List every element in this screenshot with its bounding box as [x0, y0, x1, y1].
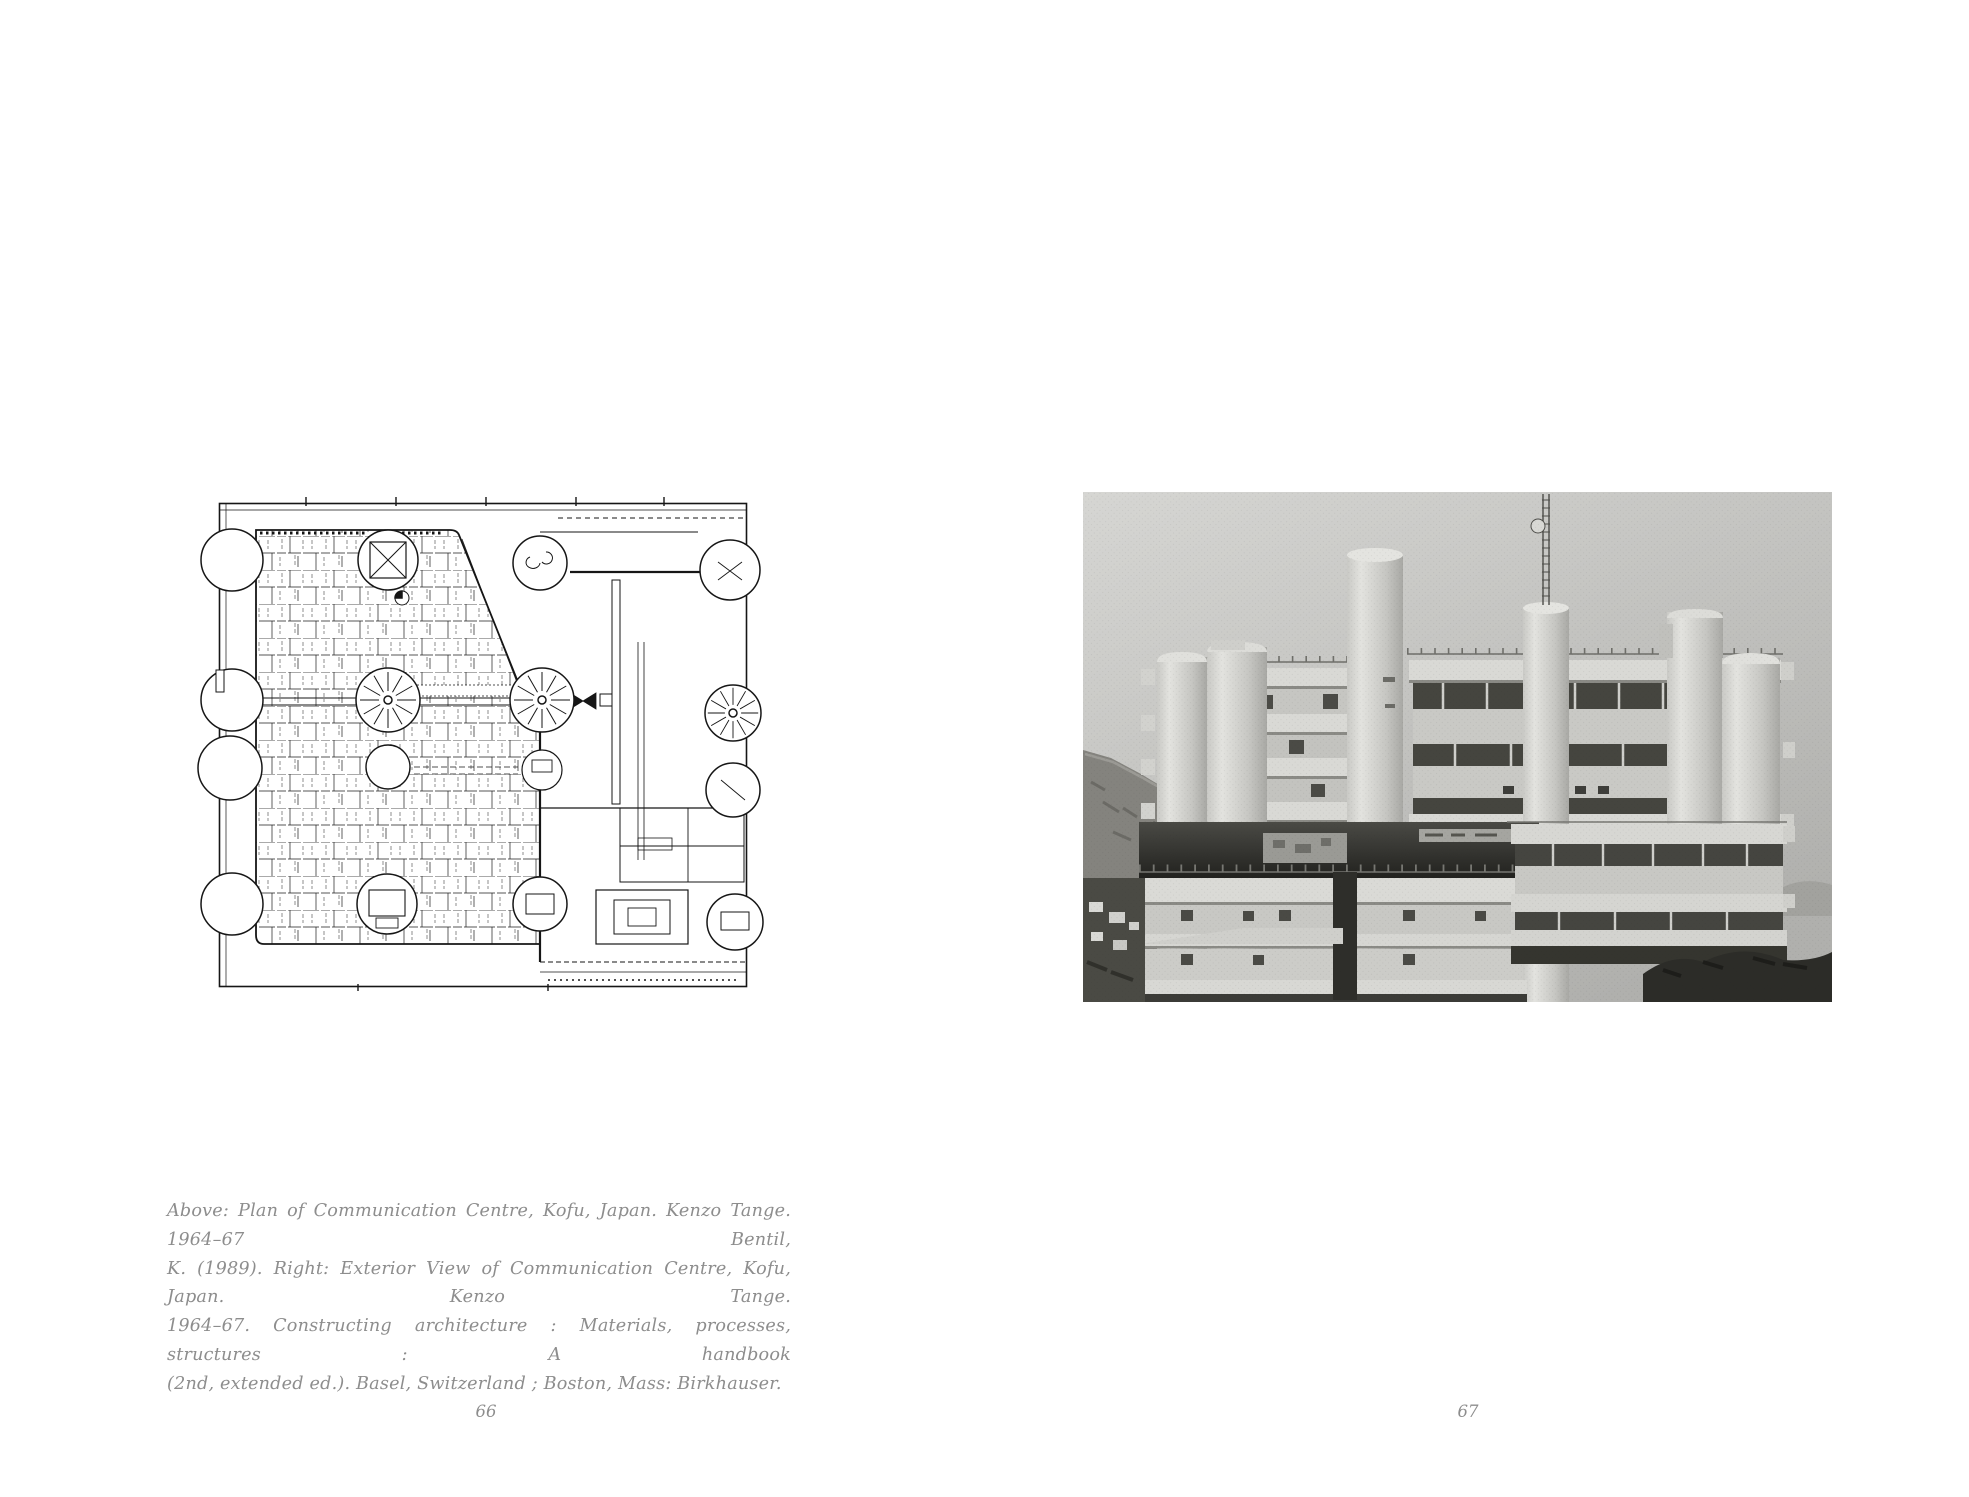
page-number-left: 66: [475, 1402, 497, 1421]
page-number-right: 67: [1457, 1402, 1479, 1421]
caption-line: 1964–67. Constructing architecture : Materials, processes, structures : A handbook: [167, 1316, 791, 1365]
floor-plan-drawing: [196, 494, 770, 996]
caption-line: K. (1989). Right: Exterior View of Communication Centre, Kofu, Japan. Kenzo Tange.: [167, 1258, 791, 1308]
floor-plan-figure: [196, 494, 770, 996]
halftone-texture: [1083, 492, 1832, 1002]
exterior-photograph: [1083, 492, 1832, 1002]
figure-caption: [167, 1197, 791, 1399]
caption-line: Above: Plan of Communication Centre, Kofu, Japan. Kenzo Tange. 1964–67 Bentil,: [167, 1201, 791, 1250]
exterior-photo-figure: [1083, 492, 1832, 1002]
caption-line: (2nd, extended ed.). Basel, Switzerland ; Boston, Mass: Birkhauser.: [167, 1373, 782, 1394]
